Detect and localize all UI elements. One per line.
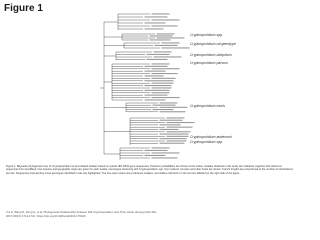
clade-label: Cryptosporidium rat genotype (190, 42, 236, 46)
figure-citation (6, 211, 294, 218)
leaf-label-placeholder (160, 124, 181, 125)
leaf-label-placeholder (154, 51, 172, 52)
leaf-label-placeholder (152, 97, 180, 98)
leaf-label-placeholder (160, 111, 186, 112)
leaf-label-placeholder (153, 109, 174, 110)
leaf-label-placeholder (147, 59, 168, 60)
leaf-label-placeholder (152, 63, 170, 64)
leaf-label-placeholder (152, 13, 170, 14)
leaf-label-placeholder (160, 107, 188, 108)
leaf-label-placeholder (167, 122, 195, 123)
figure-caption: Figure 1. Bayesian phylogenetic tree of Cryptosporidium rat and related isolates based on partial 18S rRNA gene sequences. Posterior probabilities are shown at the nodes. Isolates obtained in this study are indicated, together with reference sequences from GenBank; host species and geographic origin are given for each isolate. Genotypes clustering with Cryptosporidium spp. from rodents, humans and other hosts are shown; branch lengths are proportional to the number of substitutions per site. Sequences representing novel genotypes identified in rats are highlighted. The tree was rooted using reference isolates, and clades referred to in the text are labelled on the right side of the figure. (6, 165, 293, 175)
leaf-label-placeholder (162, 42, 180, 43)
leaf-label-placeholder (162, 47, 190, 48)
clade-label: Cryptosporidium andersoni (190, 135, 232, 139)
leaf-label-placeholder (152, 78, 176, 79)
leaf-label-placeholder (167, 127, 193, 128)
leaf-label-placeholder (145, 22, 166, 23)
leaf-label-placeholder (160, 129, 179, 130)
clade-label: Cryptosporidium spp. (190, 33, 224, 37)
leaf-label-placeholder (145, 71, 166, 72)
leaf-label-placeholder (152, 68, 180, 69)
leaf-label-placeholder (152, 73, 178, 74)
citation-line: Cui Z, Wang R, Dong H, et al. Phylogenetic Relationship between Rat Cryptosporidium and Their Hosts. Emerg Infect Dis. (6, 210, 157, 214)
leaf-label-placeholder (150, 35, 173, 36)
leaf-label-placeholder (154, 56, 182, 57)
leaf-label-placeholder (167, 136, 189, 137)
clade-labels (190, 33, 236, 144)
leaf-label-placeholder (160, 138, 187, 139)
leaf-label-placeholder (145, 150, 168, 151)
leaf-label-placeholder (147, 54, 170, 55)
leaf-label-placeholder (167, 140, 187, 141)
clade-label: Cryptosporidium parvum (190, 61, 229, 65)
leaf-label-placeholder (157, 37, 185, 38)
leaf-label-placeholder (167, 117, 185, 118)
leaf-label-placeholder (145, 90, 170, 91)
clade-label: Cryptosporidium muris (190, 104, 226, 108)
leaf-label-placeholder (145, 28, 164, 29)
leaf-label-placeholder (157, 33, 175, 34)
leaf-label-placeholder (152, 147, 170, 148)
clade-label: Cryptosporidium ubiquitum (190, 53, 232, 57)
leaf-label-placeholder (145, 85, 172, 86)
leaf-label-placeholder (152, 157, 178, 158)
leaf-label-placeholder (152, 25, 178, 26)
leaf-label-placeholder (145, 155, 166, 156)
leaf-label-placeholder (152, 152, 180, 153)
leaf-label-placeholder (145, 80, 174, 81)
leaf-label-placeholder (145, 99, 166, 100)
leaf-label-placeholder (160, 102, 178, 103)
leaf-label-placeholder (150, 39, 171, 40)
leaf-label-placeholder (152, 19, 180, 20)
tree-leaf-labels (145, 13, 195, 158)
leaf-label-placeholder (160, 134, 189, 135)
leaf-label-placeholder (160, 143, 185, 144)
leaf-label-placeholder (167, 131, 191, 132)
citation-line: 2017;23(10):1714-1721. https://doi.org/10.3201/eid2310.170440 (6, 213, 86, 218)
leaf-label-placeholder (152, 87, 172, 88)
leaf-label-placeholder (153, 105, 176, 106)
leaf-label-placeholder (155, 45, 178, 46)
figure-label: Figure 1 (4, 3, 43, 14)
leaf-label-placeholder (145, 95, 168, 96)
leaf-label-placeholder (152, 83, 174, 84)
leaf-label-placeholder (152, 92, 170, 93)
leaf-label-placeholder (145, 66, 168, 67)
leaf-label-placeholder (160, 120, 183, 121)
clade-label: Cryptosporidium spp. (190, 140, 224, 144)
leaf-label-placeholder (145, 75, 164, 76)
leaf-label-placeholder (145, 16, 168, 17)
